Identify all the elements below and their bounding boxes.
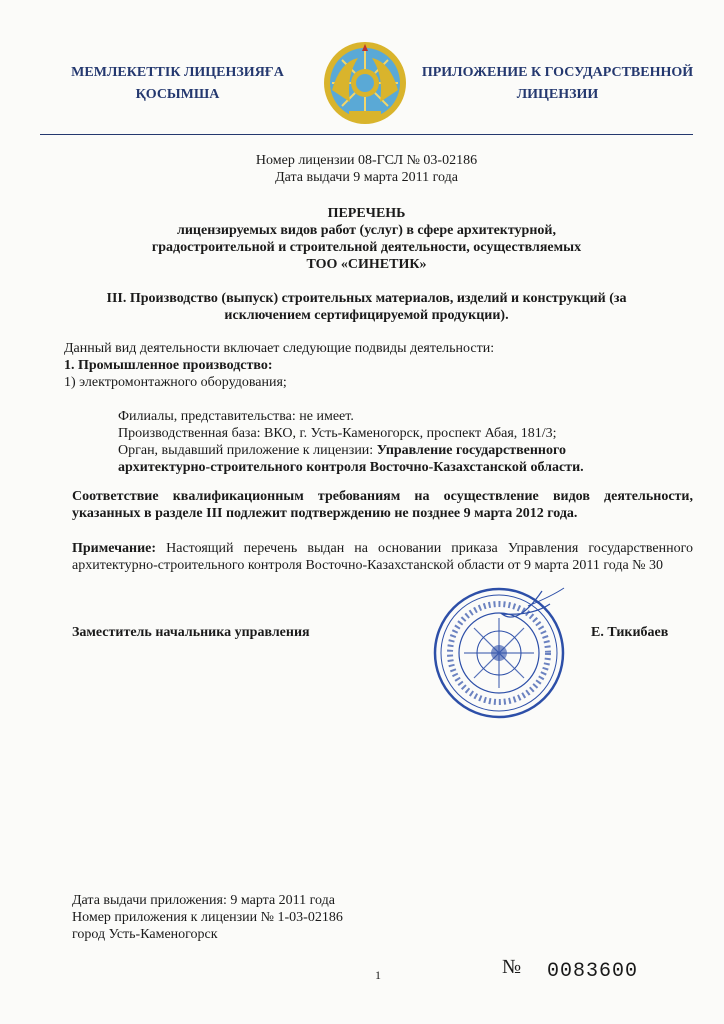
- title-line-1: ПЕРЕЧЕНЬ: [327, 206, 406, 221]
- official-seal-icon: [432, 586, 566, 720]
- header-left-line1: МЕМЛЕКЕТТІК ЛИЦЕНЗИЯҒА: [71, 65, 284, 80]
- header-divider: [40, 134, 693, 135]
- header-right-line1: ПРИЛОЖЕНИЕ К ГОСУДАРСТВЕННОЙ: [421, 65, 694, 80]
- section-heading: [40, 290, 693, 324]
- authority-label: Орган, выдавший приложение к лицензии:: [118, 443, 377, 458]
- note-label: Примечание:: [72, 541, 157, 556]
- note-text: Настоящий перечень выдан на основании приказа Управления государственного архитектурно-строительного контроля Восточно-Казахстанской области от 9 марта 2011 года № 30: [72, 541, 693, 573]
- title-line-4: ТОО «СИНЕТИК»: [306, 257, 427, 272]
- title-line-3: градостроительной и строительной деятельности, осуществляемых: [151, 240, 582, 255]
- page-number: 1: [375, 968, 381, 982]
- subtype-heading: 1. Промышленное производство:: [64, 358, 273, 373]
- serial-label: №: [502, 956, 522, 978]
- details-block: [118, 408, 694, 476]
- title-line-2: лицензируемых видов работ (услуг) в сфере архитектурной,: [177, 223, 556, 238]
- license-issue-date: Дата выдачи 9 марта 2011 года: [275, 170, 458, 185]
- license-number: Номер лицензии 08-ГСЛ № 03-02186: [255, 153, 478, 168]
- document-title: [40, 205, 693, 273]
- section-line-1: III. Производство (выпуск) строительных материалов, изделий и конструкций (за: [106, 291, 627, 306]
- issuing-authority: [118, 442, 694, 459]
- note-block: [72, 540, 693, 574]
- subtypes-block: [64, 340, 694, 391]
- header-left-line2: ҚОСЫМША: [135, 87, 220, 102]
- issue-city: город Усть-Каменогорск: [72, 927, 218, 942]
- compliance-statement: Соответствие квалификационным требованиям на осуществление видов деятельности, указанных в разделе III подлежит подтверждению не позднее 9 марта 2012 года.: [72, 489, 693, 521]
- header-right-line2: ЛИЦЕНЗИИ: [516, 87, 599, 102]
- section-line-2: исключением сертифицируемой продукции).: [224, 308, 509, 323]
- header-left-kazakh: [55, 62, 300, 106]
- appendix-issue-date: Дата выдачи приложения: 9 марта 2011 года: [72, 893, 335, 908]
- appendix-number: Номер приложения к лицензии № 1-03-02186: [72, 910, 343, 925]
- production-base-text: Производственная база: ВКО, г. Усть-Каменогорск, проспект Абая, 181/3;: [118, 426, 557, 441]
- signatory-position: Заместитель начальника управления: [72, 625, 310, 640]
- footer-block: [72, 892, 343, 943]
- branches-text: Филиалы, представительства: не имеет.: [118, 409, 354, 424]
- authority-name-1: Управление государственного: [376, 443, 567, 458]
- state-emblem-icon: [322, 40, 408, 126]
- serial-number: 0083600: [547, 960, 639, 983]
- license-info: [40, 152, 693, 186]
- subtype-item: 1) электромонтажного оборудования;: [64, 375, 287, 390]
- signatory-name: Е. Тикибаев: [591, 625, 669, 640]
- authority-name-2: архитектурно-строительного контроля Восточно-Казахстанской области.: [118, 460, 584, 475]
- subtypes-intro: Данный вид деятельности включает следующие подвиды деятельности:: [64, 341, 495, 356]
- header-right-russian: [415, 62, 700, 106]
